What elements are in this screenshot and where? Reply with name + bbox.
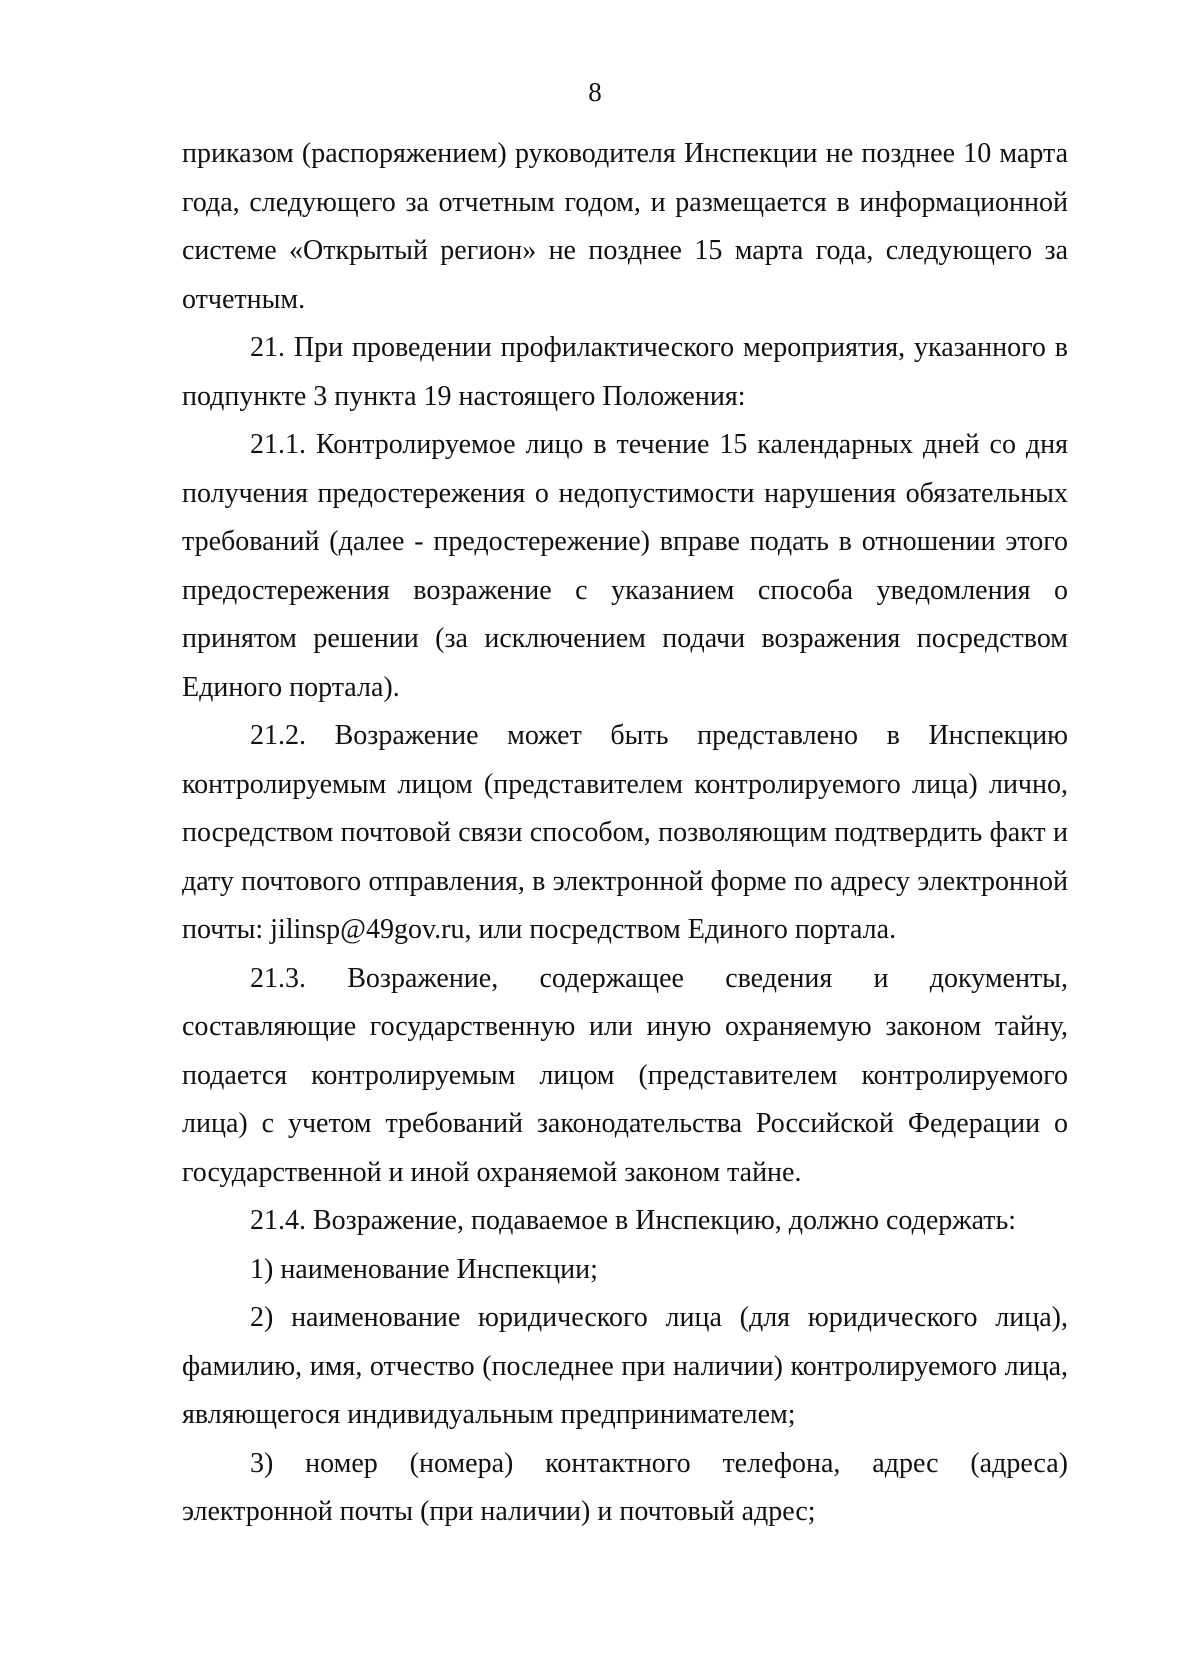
list-item-2: 2) наименование юридического лица (для юридического лица), фамилию, имя, отчество (последнее при наличии) контролируемого лица, являющегося индивидуальным предпринимателем; <box>182 1302 1068 1430</box>
paragraph-21-2: 21.2. Возражение может быть представлено в Инспекцию контролируемым лицом (представителем контролируемого лица) лично, посредством почтовой связи способом, позволяющим подтвердить факт и дату почтового отправления, в электронной форме по адресу электронной почты: jilinsp@49gov.ru, или посредством Единого портала. <box>182 720 1068 945</box>
paragraph-21-4: 21.4. Возражение, подаваемое в Инспекцию, должно содержать: <box>250 1205 1017 1236</box>
paragraph-21-1: 21.1. Контролируемое лицо в течение 15 календарных дней со дня получения предостережения о недопустимости нарушения обязательных требований (далее - предостережение) вправе подать в отношении этого предостережения возражение с указанием способа уведомления о принятом решении (за исключением подачи возражения посредством Единого портала). <box>182 429 1068 703</box>
page-number: 8 <box>588 77 602 107</box>
document-body <box>182 130 1068 1537</box>
paragraph-continuation: приказом (распоряжением) руководителя Инспекции не позднее 10 марта года, следующего за отчетным годом, и размещается в информационной системе «Открытый регион» не позднее 15 марта года, следующего за отчетным. <box>182 138 1068 315</box>
list-item-1: 1) наименование Инспекции; <box>250 1253 598 1285</box>
list-item-3: 3) номер (номера) контактного телефона, адрес (адреса) электронной почты (при наличии) и почтовый адрес; <box>182 1447 1068 1527</box>
paragraph-21: 21. При проведении профилактического мероприятия, указанного в подпункте 3 пункта 19 настоящего Положения: <box>182 332 1068 412</box>
paragraph-21-3: 21.3. Возражение, содержащее сведения и документы, составляющие государственную или иную охраняемую законом тайну, подается контролируемым лицом (представителем контролируемого лица) с учетом требований законодательства Российской Федерации о государственной и иной охраняемой законом тайне. <box>182 962 1068 1188</box>
